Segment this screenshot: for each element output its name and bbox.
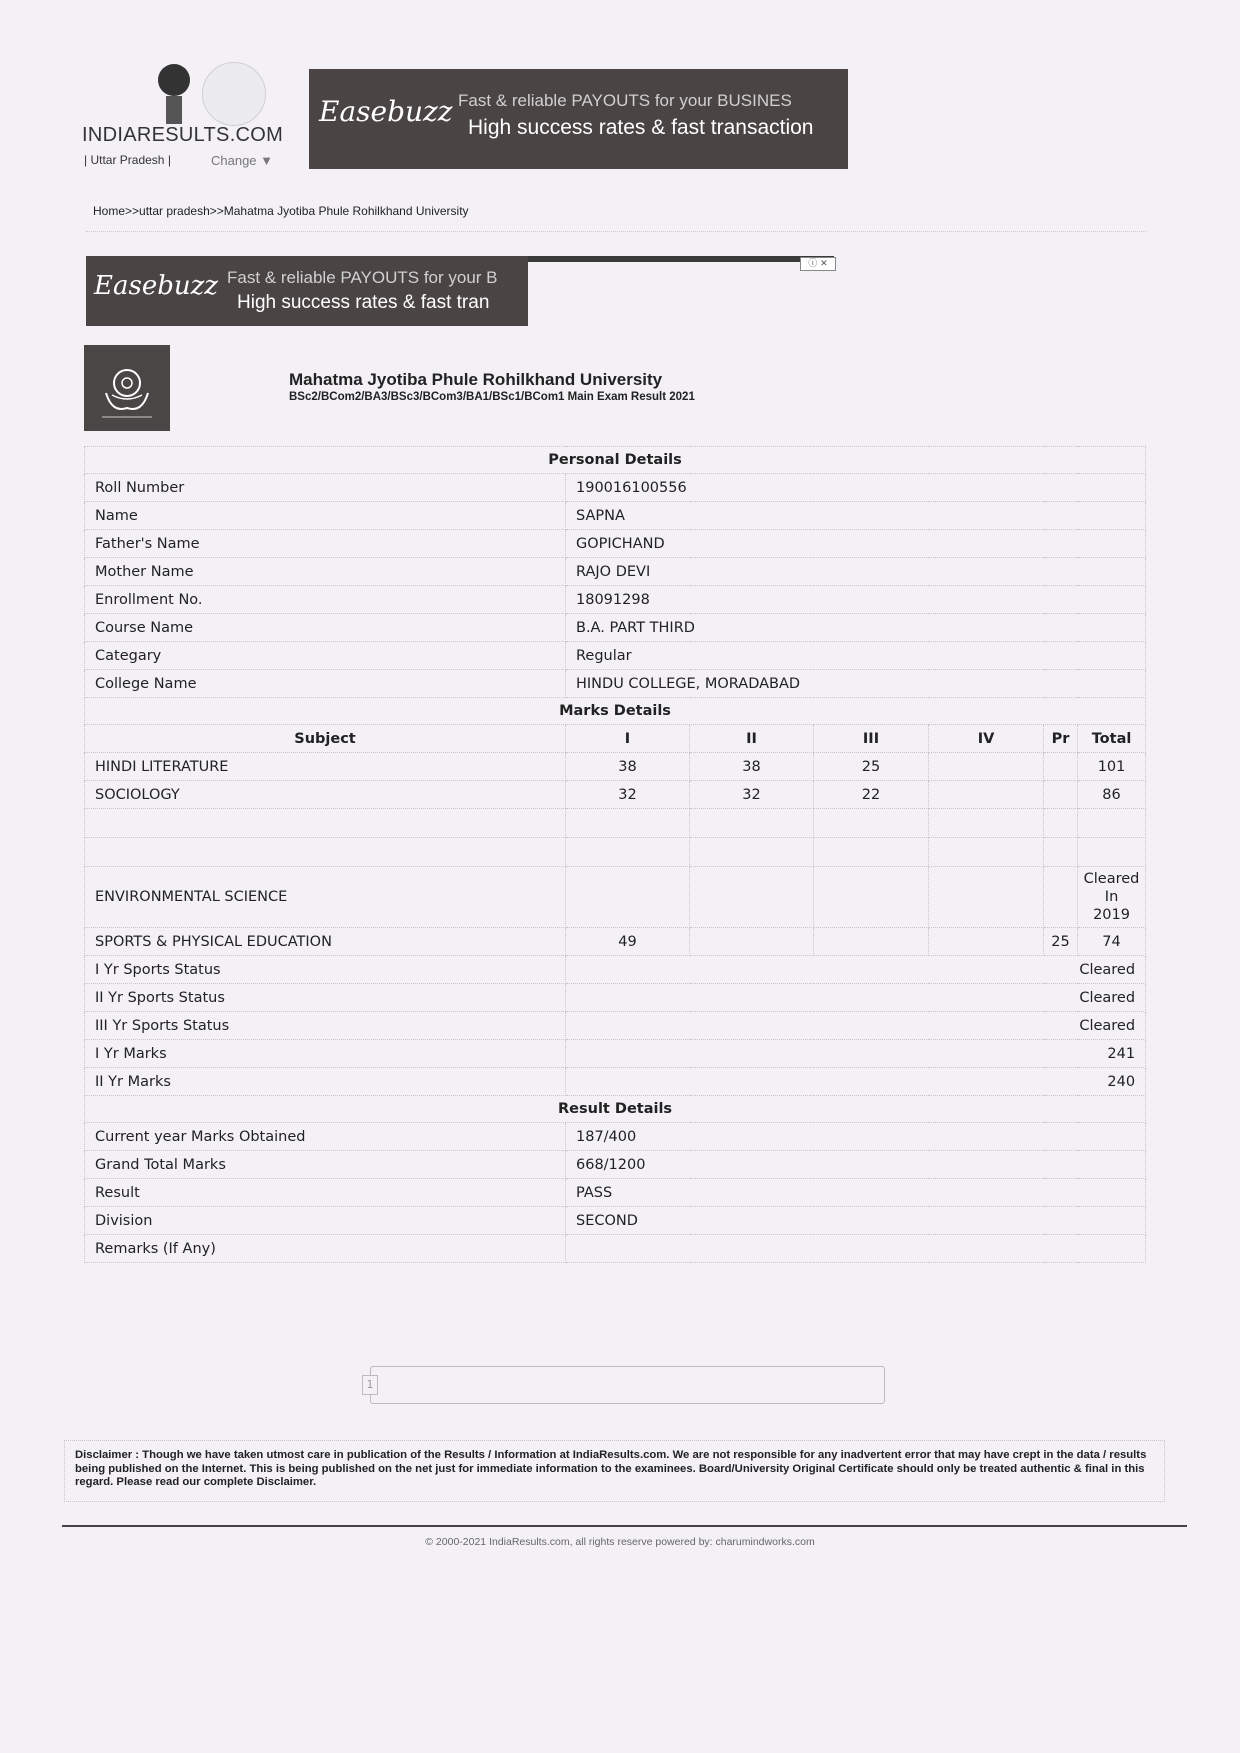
subject-name: HINDI LITERATURE	[85, 753, 566, 781]
result-table	[84, 446, 1146, 1263]
ad2-brand: Easebuzz	[94, 271, 218, 301]
field-value: SECOND	[566, 1207, 1146, 1235]
mark-i: 49	[566, 928, 690, 956]
table-row	[85, 867, 1146, 928]
field-label: Division	[85, 1207, 566, 1235]
field-value: HINDU COLLEGE, MORADABAD	[566, 670, 1146, 698]
table-row	[85, 1151, 1146, 1179]
field-value: SAPNA	[566, 502, 1146, 530]
site-logo-stem	[166, 96, 182, 124]
university-emblem-icon	[84, 345, 170, 431]
mark-ii: 38	[690, 753, 814, 781]
table-row	[85, 1123, 1146, 1151]
mark-total: 101	[1078, 753, 1146, 781]
marks-details-heading: Marks Details	[85, 698, 1146, 725]
top-ad-banner[interactable]	[309, 69, 848, 169]
status-label: I Yr Sports Status	[85, 956, 566, 984]
status-label: II Yr Sports Status	[85, 984, 566, 1012]
mark-pr: 25	[1044, 928, 1078, 956]
field-label: Grand Total Marks	[85, 1151, 566, 1179]
table-row	[85, 642, 1146, 670]
col-header-subject: Subject	[85, 725, 566, 753]
field-value: PASS	[566, 1179, 1146, 1207]
table-row	[85, 1040, 1146, 1068]
table-row	[85, 838, 1146, 867]
copyright-text: © 2000-2021 IndiaResults.com, all rights reserve powered by: charumindworks.com	[425, 1536, 815, 1548]
globe-icon	[202, 62, 266, 126]
status-label: II Yr Marks	[85, 1068, 566, 1096]
field-value: RAJO DEVI	[566, 558, 1146, 586]
mark-pr	[1044, 753, 1078, 781]
field-value: 18091298	[566, 586, 1146, 614]
field-label: College Name	[85, 670, 566, 698]
col-header-i: I	[566, 725, 690, 753]
col-header-iv: IV	[929, 725, 1044, 753]
status-label: I Yr Marks	[85, 1040, 566, 1068]
table-row	[85, 1068, 1146, 1096]
mark-iii: 25	[814, 753, 929, 781]
divider	[86, 231, 1146, 232]
subject-name: SPORTS & PHYSICAL EDUCATION	[85, 928, 566, 956]
table-row	[85, 614, 1146, 642]
exam-subtitle: BSc2/BCom2/BA3/BSc3/BCom3/BA1/BSc1/BCom1 Main Exam Result 2021	[289, 391, 695, 403]
field-value: 187/400	[566, 1123, 1146, 1151]
mark-i: 38	[566, 753, 690, 781]
ad-top-bar	[528, 256, 834, 262]
field-value: 668/1200	[566, 1151, 1146, 1179]
ad2-line-2: High success rates & fast tran	[237, 292, 490, 313]
status-label: III Yr Sports Status	[85, 1012, 566, 1040]
env-total-line-2: In	[1104, 889, 1119, 905]
status-value: 240	[566, 1068, 1146, 1096]
ad-close-icon[interactable]: ⓘ ✕	[800, 257, 836, 271]
field-label: Enrollment No.	[85, 586, 566, 614]
mark-ii: 32	[690, 781, 814, 809]
subject-name: ENVIRONMENTAL SCIENCE	[85, 867, 566, 928]
field-value: Regular	[566, 642, 1146, 670]
field-label: Remarks (If Any)	[85, 1235, 566, 1263]
mark-i: 32	[566, 781, 690, 809]
footer-divider	[62, 1525, 1187, 1527]
table-row	[85, 1235, 1146, 1263]
ad-brand: Easebuzz	[319, 95, 453, 128]
table-row	[85, 984, 1146, 1012]
field-value: B.A. PART THIRD	[566, 614, 1146, 642]
change-state-link[interactable]: Change ▼	[211, 153, 274, 168]
table-row	[85, 1012, 1146, 1040]
result-details-heading: Result Details	[85, 1096, 1146, 1123]
mark-iii: 22	[814, 781, 929, 809]
table-row	[85, 1207, 1146, 1235]
table-row	[85, 928, 1146, 956]
ad-line-2: High success rates & fast transaction	[468, 116, 814, 139]
table-row	[85, 502, 1146, 530]
status-value: Cleared	[566, 956, 1146, 984]
mark-total: 86	[1078, 781, 1146, 809]
table-row	[85, 670, 1146, 698]
table-row	[85, 586, 1146, 614]
site-logo-icon[interactable]	[158, 64, 190, 96]
field-label: Mother Name	[85, 558, 566, 586]
ad-line-1: Fast & reliable PAYOUTS for your BUSINES	[458, 91, 792, 110]
mark-pr	[1044, 781, 1078, 809]
field-label: Course Name	[85, 614, 566, 642]
personal-details-heading: Personal Details	[85, 447, 1146, 474]
university-title: Mahatma Jyotiba Phule Rohilkhand University	[289, 370, 663, 389]
pager-page-number[interactable]: 1	[362, 1375, 378, 1395]
table-row	[85, 809, 1146, 838]
mark-iv	[929, 781, 1044, 809]
site-name[interactable]: INDIARESULTS.COM	[82, 124, 284, 146]
pager-box[interactable]	[370, 1366, 885, 1404]
env-science-total	[1078, 867, 1146, 928]
marks-header-row	[85, 725, 1146, 753]
field-label: Father's Name	[85, 530, 566, 558]
breadcrumb[interactable]: Home>>uttar pradesh>>Mahatma Jyotiba Phule Rohilkhand University	[93, 204, 469, 218]
col-header-iii: III	[814, 725, 929, 753]
status-value: Cleared	[566, 984, 1146, 1012]
table-row	[85, 558, 1146, 586]
table-row	[85, 530, 1146, 558]
table-row	[85, 753, 1146, 781]
mid-ad-banner[interactable]	[86, 256, 528, 326]
table-row	[85, 474, 1146, 502]
ad2-line-1: Fast & reliable PAYOUTS for your B	[227, 268, 498, 287]
field-value: 190016100556	[566, 474, 1146, 502]
mark-total: 74	[1078, 928, 1146, 956]
field-label: Roll Number	[85, 474, 566, 502]
status-value: Cleared	[566, 1012, 1146, 1040]
field-value	[566, 1235, 1146, 1263]
field-label: Result	[85, 1179, 566, 1207]
col-header-pr: Pr	[1044, 725, 1078, 753]
col-header-total: Total	[1078, 725, 1146, 753]
field-label: Current year Marks Obtained	[85, 1123, 566, 1151]
env-total-line-1: Cleared	[1083, 871, 1140, 887]
mark-iv	[929, 753, 1044, 781]
state-label: | Uttar Pradesh |	[84, 153, 171, 167]
table-row	[85, 1179, 1146, 1207]
disclaimer-text: Disclaimer : Though we have taken utmost care in publication of the Results / Information at IndiaResults.com. We are not responsible for any inadvertent error that may have crept in the data / results being published on the Internet. This is being published on the net just for immediate information to the examinees. Board/University Original Certificate should only be treated authentic & final in this regard. Please read our complete Disclaimer.	[75, 1449, 1147, 1488]
table-row	[85, 781, 1146, 809]
subject-name: SOCIOLOGY	[85, 781, 566, 809]
table-row	[85, 956, 1146, 984]
status-value: 241	[566, 1040, 1146, 1068]
env-total-line-3: 2019	[1093, 907, 1130, 923]
field-label: Categary	[85, 642, 566, 670]
col-header-ii: II	[690, 725, 814, 753]
field-value: GOPICHAND	[566, 530, 1146, 558]
field-label: Name	[85, 502, 566, 530]
